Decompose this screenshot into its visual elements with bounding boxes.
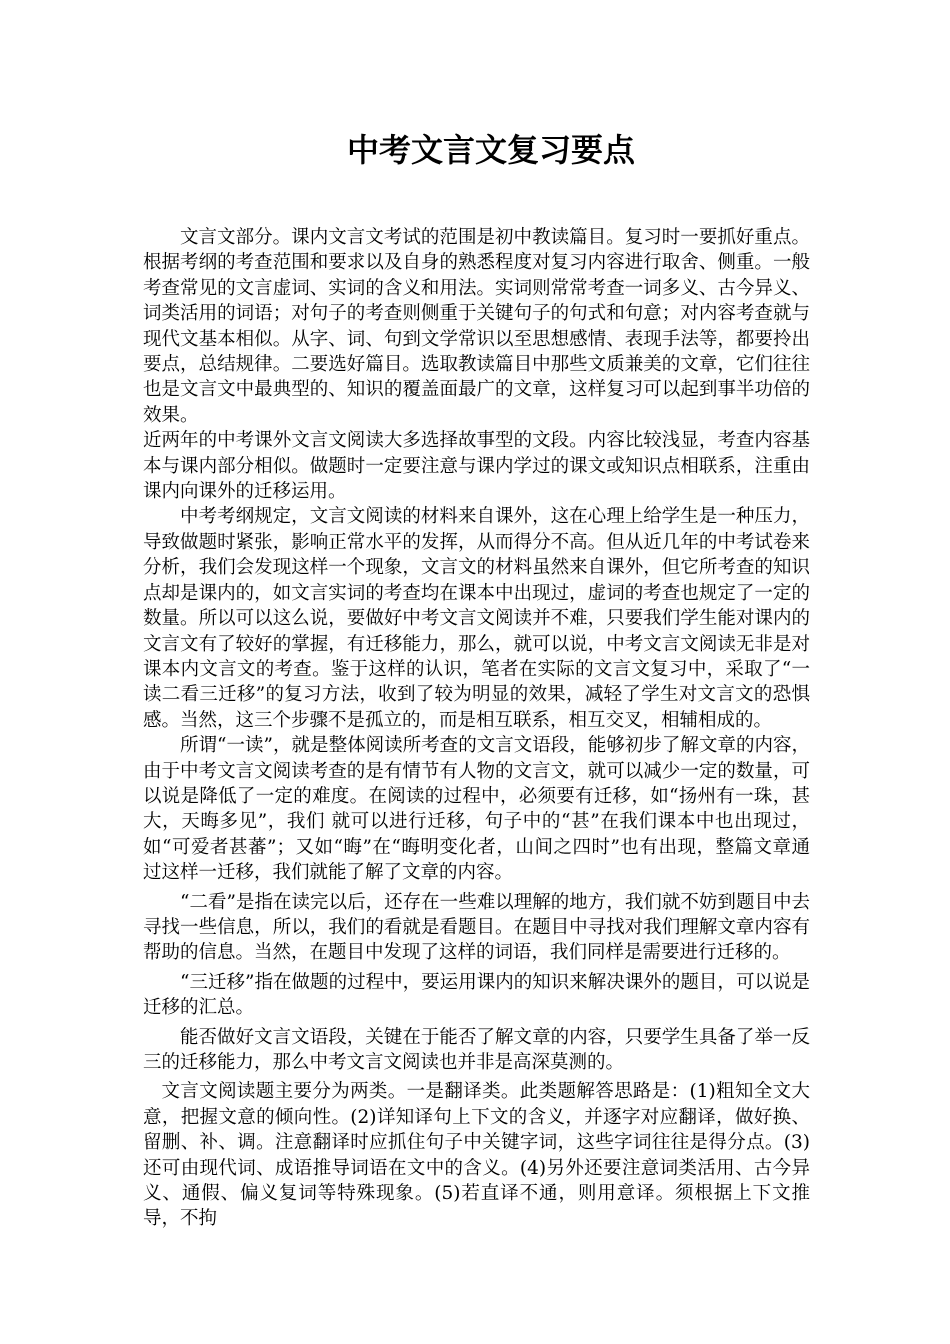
paragraph-question-types: 文言文阅读题主要分为两类。一是翻译类。此类题解答思路是：(1)粗知全文大意，把握文意的倾向性。(2)详知译句上下文的含义，并逐字对应翻译，做好换、留删、补、调。注意翻译时应抓住句子中关键字词，这些字词往往是得分点。(3)还可由现代词、成语推导词语在文中的含义。(4)另外还要注意词类活用、古今异义、通假、偏义复词等特殊现象。(5)若直译不通，则用意译。须根据上下文推导，不拘 bbox=[143, 1081, 810, 1230]
paragraph-first-read: 所谓“一读”，就是整体阅读所考查的文言文语段，能够初步了解文章的内容，由于中考文言文阅读考查的是有情节有人物的文言文，就可以减少一定的数量，可以说是降低了一定的难度。在阅读的过程中，必须要有迁移，如“扬州有一珠，甚大，天晦多见”，我们 就可以进行迁移，句子中的“甚”在我们课本中也出现过，如“可爱者甚蕃”；又如“晦”在“晦明变化者，山间之四时”也有出现，整篇文章通过这样一迁移，我们就能了解了文章的内容。 bbox=[143, 735, 810, 884]
paragraph-exam-outline: 中考考纲规定，文言文阅读的材料来自课外，这在心理上给学生是一种压力，导致做题时紧张，影响正常水平的发挥，从而得分不高。但从近几年的中考试卷来分析，我们会发现这样一个现象，文言文的材料虽然来自课外，但它所考查的知识点却是课内的，如文言实词的考查均在课本中出现过，虚词的考查也规定了一定的数量。所以可以这么说，要做好中考文言文阅读并不难，只要我们学生能对课内的文言文有了较好的掌握，有迁移能力，那么，就可以说，中考文言文阅读无非是对课本内文言文的考查。鉴于这样的认识，笔者在实际的文言文复习中，采取了“一读二看三迁移”的复习方法，收到了较为明显的效果，减轻了学生对文言文的恐惧感。当然，这三个步骤不是孤立的，而是相互联系，相互交叉，相辅相成的。 bbox=[143, 506, 810, 731]
document-title: 中考文言文复习要点 bbox=[346, 131, 635, 169]
paragraph-classical-chinese-scope: 文言文部分。课内文言文考试的范围是初中教读篇目。复习时一要抓好重点。根据考纲的考查范围和要求以及自身的熟悉程度对复习内容进行取舍、侧重。一般考查常见的文言虚词、实词的含义和用法。实词则常常考查一词多义、古今异义、词类活用的词语；对句子的考查则侧重于关键句子的句式和句意；对内容考查就与现代文基本相似。从字、词、句到文学常识以至思想感情、表现手法等，都要拎出要点，总结规律。二要选好篇目。选取教读篇目中那些文质兼美的文章，它们往往也是文言文中最典型的、知识的覆盖面最广的文章，这样复习可以起到事半功倍的效果。 bbox=[143, 227, 810, 426]
paragraph-conclusion: 能否做好文言文语段，关键在于能否了解文章的内容，只要学生具备了举一反三的迁移能力，那么中考文言文阅读也并非是高深莫测的。 bbox=[143, 1026, 810, 1073]
paragraph-third-transfer: “三迁移”指在做题的过程中，要运用课内的知识来解决课外的题目，可以说是迁移的汇总。 bbox=[143, 971, 810, 1019]
paragraph-second-look: “二看”是指在读完以后，还存在一些难以理解的地方，我们就不妨到题目中去寻找一些信息，所以，我们的看就是看题目。在题目中寻找对我们理解文章内容有帮助的信息。当然，在题目中发现了这样的词语，我们同样是需要进行迁移的。 bbox=[143, 891, 810, 964]
paragraph-extracurricular-reading: 近两年的中考课外文言文阅读大多选择故事型的文段。内容比较浅显，考查内容基本与课内部分相似。做题时一定要注意与课内学过的课文或知识点相联系，注重由课内向课外的迁移运用。 bbox=[143, 430, 810, 503]
document-body bbox=[143, 225, 810, 1232]
